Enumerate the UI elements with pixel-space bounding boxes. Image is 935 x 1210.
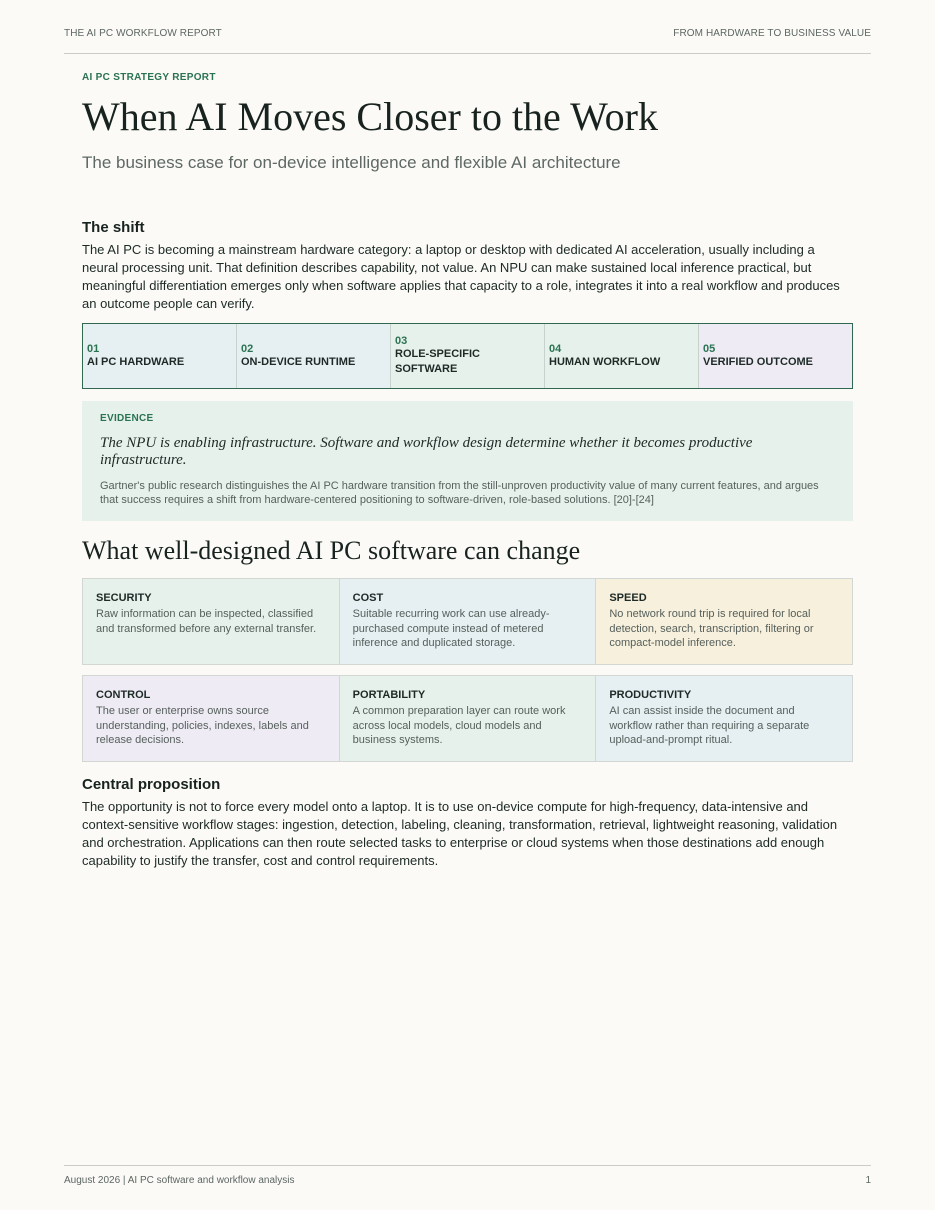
- central-heading: Central proposition: [82, 776, 221, 793]
- benefits-row-2: [82, 675, 853, 762]
- benefit-text: A common preparation layer can route work across local models, cloud models and business systems.: [352, 705, 566, 746]
- step-3: [391, 324, 545, 388]
- benefit-text: Suitable recurring work can use already-purchased compute instead of metered inference and duplicated storage.: [352, 608, 550, 649]
- step-label: HUMAN WORKFLOW: [549, 355, 661, 368]
- running-header: [64, 28, 871, 39]
- benefit-text: No network round trip is required for local detection, search, transcription, filtering or compact-model inference.: [609, 608, 814, 649]
- benefit-productivity: [596, 676, 852, 761]
- page-content: [82, 72, 853, 870]
- step-number: 04: [549, 342, 562, 355]
- benefit-cost: [340, 579, 597, 664]
- benefit-title: CONTROL: [96, 689, 151, 701]
- page-title: When AI Moves Closer to the Work: [82, 94, 658, 139]
- shift-heading: The shift: [82, 219, 145, 236]
- step-number: 01: [87, 342, 100, 355]
- benefit-speed: [596, 579, 852, 664]
- footer-divider: [64, 1165, 871, 1166]
- step-1: [83, 324, 237, 388]
- benefit-text: The user or enterprise owns source understanding, policies, indexes, labels and release decisions.: [96, 705, 309, 746]
- step-number: 03: [395, 335, 408, 347]
- report-kicker: AI PC STRATEGY REPORT: [82, 72, 216, 83]
- benefit-portability: [340, 676, 597, 761]
- step-label: AI PC HARDWARE: [87, 355, 185, 368]
- page-subtitle: The business case for on-device intelligence and flexible AI architecture: [82, 153, 621, 172]
- benefit-title: PORTABILITY: [352, 689, 426, 701]
- header-divider: [64, 53, 871, 54]
- benefit-title: SPEED: [609, 592, 647, 604]
- benefit-title: SECURITY: [96, 592, 152, 604]
- step-2: [237, 324, 391, 388]
- step-5: [699, 324, 852, 388]
- benefit-text: AI can assist inside the document and workflow rather than requiring a separate upload-and-prompt ritual.: [609, 705, 810, 746]
- change-heading: What well-designed AI PC software can change: [82, 536, 581, 565]
- evidence-callout: [82, 401, 853, 521]
- page-number: 1: [865, 1175, 871, 1186]
- value-chain-steps: [82, 323, 853, 389]
- page-footer: [64, 1175, 871, 1186]
- evidence-quote: The NPU is enabling infrastructure. Software and workflow design determine whether it becomes productive infrastructure.: [100, 435, 753, 468]
- step-label: ROLE-SPECIFIC SOFTWARE: [395, 348, 480, 375]
- benefit-title: PRODUCTIVITY: [609, 689, 692, 701]
- step-4: [545, 324, 699, 388]
- shift-body: The AI PC is becoming a mainstream hardware category: a laptop or desktop with dedicated AI acceleration, usually including a neural processing unit. That definition describes capability, not value. An NPU can make sustained local inference practical, but meaningful differentiation emerges only when software applies that capacity to a role, integrates it into a real workflow and produces an outcome people can verify.: [82, 242, 840, 311]
- step-number: 02: [241, 342, 254, 355]
- header-right-text: FROM HARDWARE TO BUSINESS VALUE: [673, 28, 871, 39]
- benefit-control: [83, 676, 340, 761]
- footer-text: August 2026 | AI PC software and workflow analysis: [64, 1175, 295, 1186]
- header-left-text: THE AI PC WORKFLOW REPORT: [64, 28, 222, 39]
- benefits-row-1: [82, 578, 853, 665]
- benefit-title: COST: [352, 592, 384, 604]
- step-label: ON-DEVICE RUNTIME: [241, 355, 356, 368]
- step-number: 05: [703, 342, 716, 355]
- evidence-kicker: EVIDENCE: [100, 413, 154, 424]
- central-body: The opportunity is not to force every model onto a laptop. It is to use on-device compute for high-frequency, data-intensive and context-sensitive workflow stages: ingestion, detection, labeling, cleaning, transformation, retrieval, lightweight reasoning, validation and orchestration. Applications can then route selected tasks to enterprise or cloud systems when those destinations add enough capability to justify the transfer, cost and control requirements.: [82, 799, 838, 868]
- evidence-note: Gartner's public research distinguishes the AI PC hardware transition from the still-unproven productivity value of many current features, and argues that success requires a shift from hardware-centered positioning to software-driven, role-based solutions. [20]-[24]: [100, 480, 819, 506]
- benefit-security: [83, 579, 340, 664]
- benefit-text: Raw information can be inspected, classified and transformed before any external transfer.: [96, 608, 317, 635]
- step-label: VERIFIED OUTCOME: [703, 355, 814, 368]
